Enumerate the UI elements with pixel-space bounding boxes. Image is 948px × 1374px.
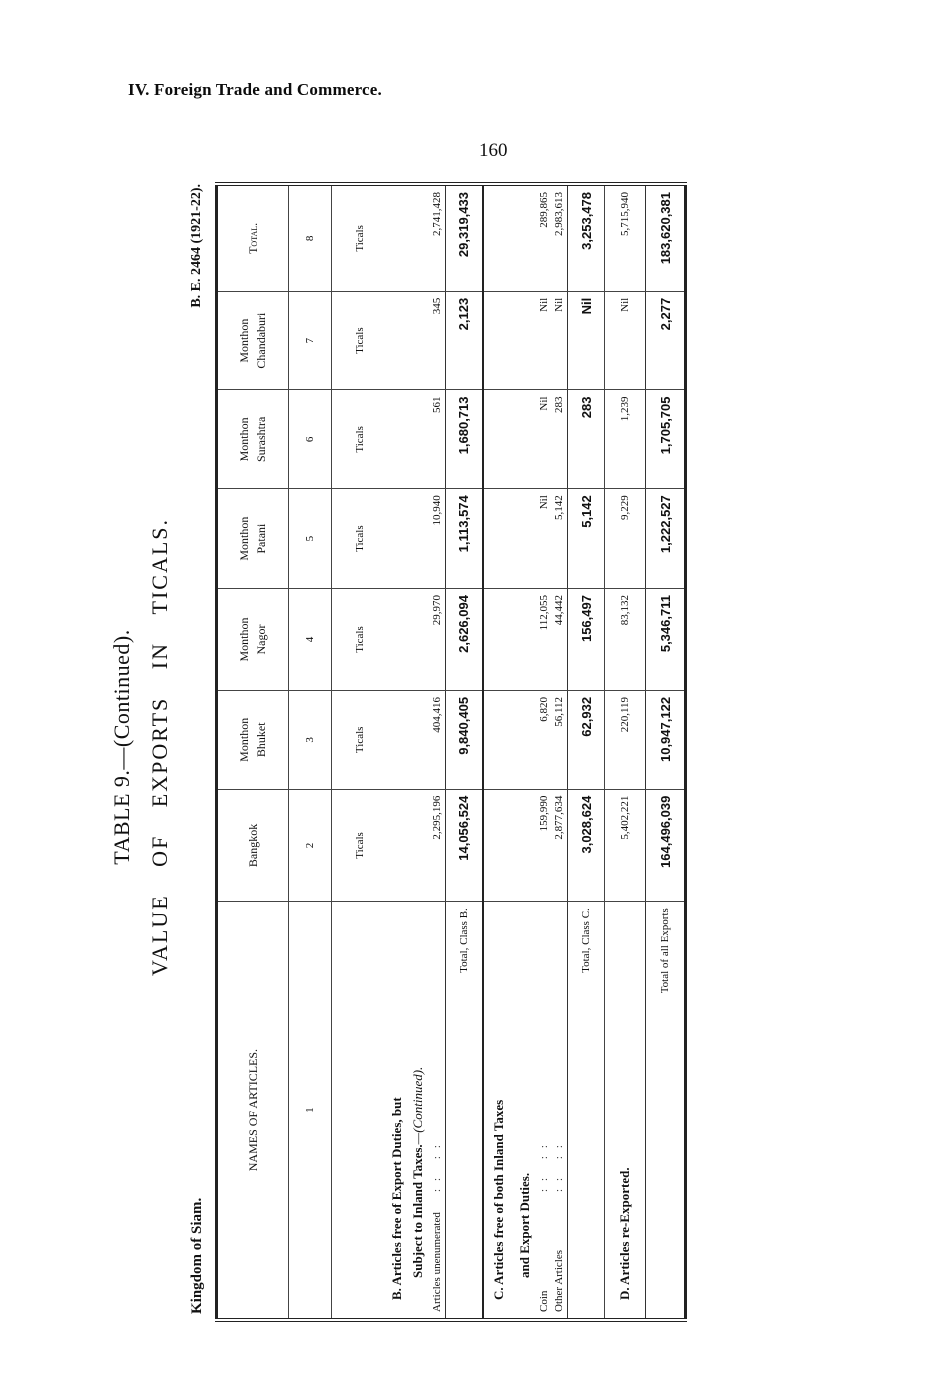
total-cell: 156,497 (568, 589, 605, 691)
grand-total-cell: 164,496,039 (646, 789, 686, 902)
section-c-title-row-2 (514, 184, 536, 1320)
value-cell: 56,112 (552, 690, 568, 789)
unit-cell: Ticals (332, 291, 388, 390)
column-number-row (289, 184, 332, 1320)
subtitle-word: TICALS. (147, 517, 172, 615)
value-cell: 220,119 (605, 690, 646, 789)
grand-total-cell: 183,620,381 (646, 184, 686, 291)
table-subtitle (147, 172, 177, 1322)
value-cell: 1,239 (605, 390, 646, 489)
section-header: IV. Foreign Trade and Commerce. (128, 80, 382, 99)
article-name-cell (552, 902, 568, 1320)
total-cell: 3,028,624 (568, 789, 605, 902)
col-header-surashtra (217, 390, 289, 489)
value-cell: 9,229 (605, 489, 646, 589)
total-cell: 1,113,574 (445, 489, 483, 589)
value-cell: 44,442 (552, 589, 568, 691)
col-label: Nagor (254, 624, 268, 655)
col-number: 3 (289, 690, 332, 789)
value-cell: 5,715,940 (605, 184, 646, 291)
section-b-title-row (387, 184, 407, 1320)
article-name: Articles unenumerated (430, 1212, 443, 1312)
value-cell: 159,990 (536, 789, 552, 902)
value-cell: 289,865 (536, 184, 552, 291)
total-row-c (568, 184, 605, 1320)
total-cell: 62,932 (568, 690, 605, 789)
value-cell: 10,940 (429, 489, 445, 589)
article-name: Other Articles (553, 1249, 566, 1312)
subtitle-italic: —(Continued). (410, 1066, 425, 1145)
col-number: 1 (289, 902, 332, 1320)
page-number: 160 (479, 140, 508, 161)
article-name-cell (536, 902, 552, 1320)
table-row (536, 184, 552, 1320)
total-cell: 9,840,405 (445, 690, 483, 789)
subtitle-word: OF (147, 834, 172, 867)
col-header-total (217, 184, 289, 291)
total-row-b (445, 184, 483, 1320)
value-cell: 5,402,221 (605, 789, 646, 902)
grand-total-cell: 5,346,711 (646, 589, 686, 691)
col-label: Patani (254, 523, 268, 554)
col-number: 5 (289, 489, 332, 589)
section-b-title-row-2 (407, 184, 429, 1320)
rotated-table-page (109, 172, 839, 1322)
value-cell: 404,416 (429, 690, 445, 789)
total-cell: 29,319,433 (445, 184, 483, 291)
leader-dots: :: :: (553, 1137, 566, 1192)
section-c-title-row (483, 184, 514, 1320)
col-number: 8 (289, 184, 332, 291)
kingdom-label: Kingdom of Siam. (189, 1197, 205, 1314)
col-header-articles (217, 902, 289, 1320)
col-number: 4 (289, 589, 332, 691)
era-label: B. E. 2464 (1921-22). (189, 184, 204, 308)
total-cell: 5,142 (568, 489, 605, 589)
grand-total-cell: 10,947,122 (646, 690, 686, 789)
total-cell: Nil (568, 291, 605, 390)
total-label: Total, Class B. (445, 902, 483, 1320)
value-cell: 6,820 (536, 690, 552, 789)
col-label: Monthon (237, 417, 252, 462)
value-cell: 112,055 (536, 589, 552, 691)
unit-cell: Ticals (332, 589, 388, 691)
table-title: TABLE 9.—(Continued). (109, 629, 134, 865)
col-label: Monthon (237, 318, 252, 363)
total-cell: 1,680,713 (445, 390, 483, 489)
col-label: Surashtra (254, 416, 268, 463)
col-label: NAMES OF ARTICLES. (245, 1048, 260, 1172)
unit-cell: Ticals (332, 489, 388, 589)
total-label: Total, Class C. (568, 902, 605, 1320)
value-cell: 2,983,613 (552, 184, 568, 291)
section-title: B. Articles free of Export Duties, but (387, 902, 407, 1320)
col-number: 6 (289, 390, 332, 489)
subtitle-bold: Subject to Inland Taxes. (410, 1144, 425, 1278)
value-cell: 5,142 (552, 489, 568, 589)
col-label: Monthon (237, 717, 252, 762)
article-name-cell (429, 902, 445, 1320)
article-name: Coin (537, 1290, 550, 1312)
col-header-chandaburi (217, 291, 289, 390)
unit-row (332, 184, 388, 1320)
value-cell: 2,741,428 (429, 184, 445, 291)
section-title: D. Articles re-Exported. (605, 902, 646, 1320)
total-cell: 283 (568, 390, 605, 489)
table-row (552, 184, 568, 1320)
value-cell: Nil (536, 291, 552, 390)
unit-cell: Ticals (332, 789, 388, 902)
col-header-nagor (217, 589, 289, 691)
unit-cell (332, 902, 388, 1320)
unit-cell: Ticals (332, 690, 388, 789)
grand-total-cell: 1,705,705 (646, 390, 686, 489)
section-subtitle (407, 902, 429, 1320)
subtitle-word: EXPORTS (147, 696, 172, 808)
leader-dots: :: :: (430, 1137, 443, 1192)
value-cell: 345 (429, 291, 445, 390)
section-d-row (605, 184, 646, 1320)
subtitle-word: VALUE (147, 894, 172, 977)
subtitle-word: IN (147, 641, 172, 670)
unit-cell: Ticals (332, 390, 388, 489)
grand-total-cell: 2,277 (646, 291, 686, 390)
table-row (429, 184, 445, 1320)
col-label: Monthon (237, 516, 252, 561)
value-cell: Nil (536, 390, 552, 489)
section-title: C. Articles free of both Inland Taxes (483, 902, 514, 1320)
grand-total-cell: 1,222,527 (646, 489, 686, 589)
col-label: Bhuket (254, 722, 268, 758)
col-number: 2 (289, 789, 332, 902)
value-cell: 2,295,196 (429, 789, 445, 902)
value-cell: 561 (429, 390, 445, 489)
value-cell: 83,132 (605, 589, 646, 691)
col-header-bhuket (217, 690, 289, 789)
value-cell: Nil (605, 291, 646, 390)
value-cell: Nil (552, 291, 568, 390)
col-header-patani (217, 489, 289, 589)
col-label: Total. (245, 222, 260, 254)
total-cell: 2,626,094 (445, 589, 483, 691)
col-label: Bangkok (245, 823, 260, 868)
grand-total-row (646, 184, 686, 1320)
col-label: Monthon (237, 617, 252, 662)
header-row (217, 184, 289, 1320)
col-header-bangkok (217, 789, 289, 902)
grand-total-label: Total of all Exports (646, 902, 686, 1320)
unit-cell: Ticals (332, 184, 388, 291)
col-number: 7 (289, 291, 332, 390)
total-cell: 14,056,524 (445, 789, 483, 902)
leader-dots: :: :: (537, 1137, 550, 1192)
value-cell: Nil (536, 489, 552, 589)
section-subtitle: and Export Duties. (514, 902, 536, 1320)
total-cell: 3,253,478 (568, 184, 605, 291)
total-cell: 2,123 (445, 291, 483, 390)
value-cell: 2,877,634 (552, 789, 568, 902)
exports-table (215, 182, 687, 1322)
value-cell: 283 (552, 390, 568, 489)
value-cell: 29,970 (429, 589, 445, 691)
col-label: Chandaburi (254, 312, 268, 369)
